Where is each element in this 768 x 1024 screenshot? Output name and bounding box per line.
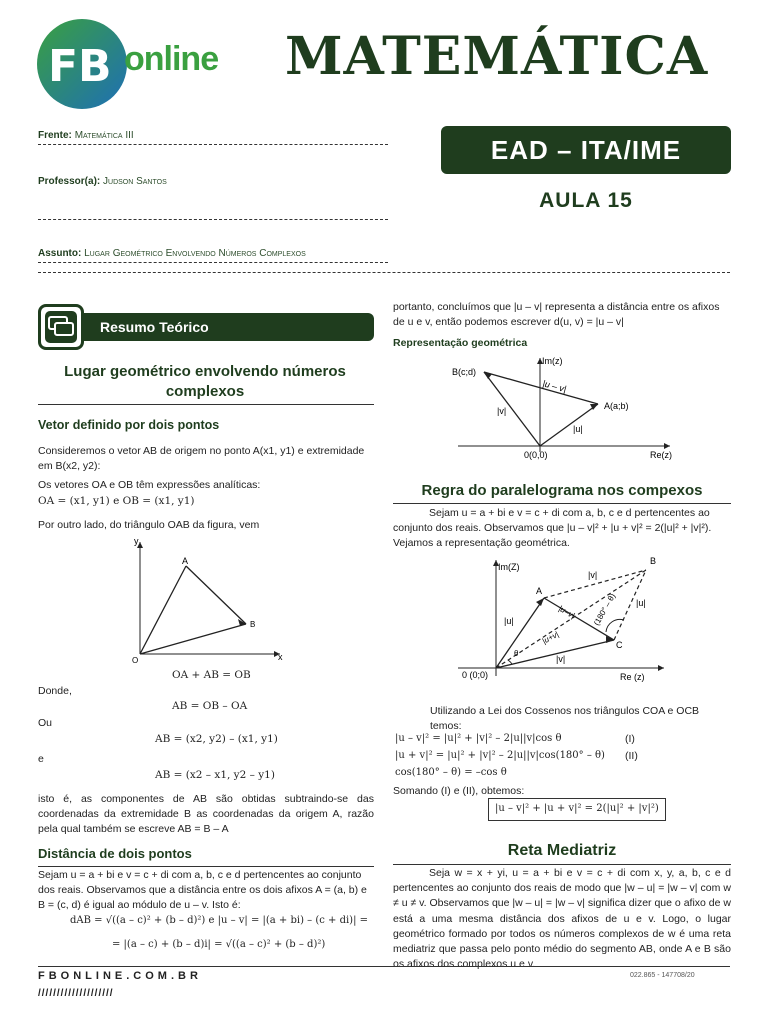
paragraph: Utilizando a Lei dos Cossenos nos triângulos COA e OCB temos:	[430, 705, 700, 733]
fig3-v-top: |v|	[588, 570, 598, 580]
fb-online-logo	[36, 18, 226, 110]
paragraph: Sejam u = a + bi e v = c + di com a, b, c e d pertencentes ao conjunto dos reais. Observamos que |u – v|² + |u + v|² = 2(|u|² + |v|²). Vejamos a representação geométrica.	[393, 507, 712, 550]
heading-distancia: Distância de dois pontos	[38, 846, 192, 861]
paragraph: Somando (I) e (II), obtemos:	[393, 785, 525, 797]
professor-line: Professor(a): Judson Santos	[38, 176, 388, 220]
paragraph: Seja w = x + yi, u = a + bi e v = c + di com x, y, a, b, c e d pertencentes ao conjunto dos reais de modo que |w – u| = |w – v| com w ≠ u ≠ v. Observamos que |w – u| = |w – v| significa dizer que o afixo de w está a uma mesma distância dos afixos de u e v. Logo, o lugar geométrico formado por todos os números complexos de w é uma reta mediatriz que passa pelo ponto médio do segmento AB, onde A e B são os afixos dos complexos u e v.	[393, 867, 731, 971]
svg-text:FB: FB	[48, 41, 112, 92]
text-e: e	[38, 753, 44, 765]
fig3-upv-label: |u+v|	[540, 629, 561, 646]
fig3-im-label: Im(Z)	[498, 562, 520, 572]
figure-geometric-representation	[448, 352, 688, 464]
fig2-u-label: |u|	[573, 424, 583, 434]
fig1-b-label: B	[250, 620, 256, 629]
section-bar: Resumo Teórico	[38, 313, 374, 341]
footer-url: FBONLINE.COM.BR	[38, 970, 202, 982]
lesson-number: AULA 15	[539, 189, 633, 212]
equation: = |(a – c) + (b – d)i| = √((a – c)² + (b – d)²)	[112, 939, 326, 950]
fig2-b-label: B(c;d)	[452, 367, 477, 377]
chat-bubble-icon	[38, 304, 84, 350]
fig3-b-label: B	[650, 556, 657, 566]
fig3-angle-label: (180° – θ)	[591, 591, 618, 627]
paragraph: Consideremos o vetor AB de origem no ponto A(x1, y1) e extremidade em B(x2, y2):	[38, 445, 365, 473]
assunto-line: Assunto: Lugar Geométrico Envolvendo Números Complexos	[38, 248, 388, 263]
header-divider	[38, 272, 730, 273]
heading-paralelogramo: Regra do paralelograma nos compexos	[421, 482, 703, 499]
fig2-a-label: A(a;b)	[604, 401, 629, 411]
fig1-x-label: x	[278, 652, 283, 662]
frente-line: Frente: Matemática III	[38, 130, 388, 145]
paragraph: portanto, concluímos que |u – v| representa a distância entre os afixos de u e v, então podemos escrever d(u, v) = |u – v|	[393, 301, 720, 329]
fig2-re-label: Re(z)	[650, 450, 672, 460]
equation-i: |u – v|² = |u|² + |v|² – 2|u||v|cos θ	[395, 733, 562, 744]
fig3-c-label: C	[616, 640, 623, 650]
equation: OA + AB = OB	[172, 669, 251, 681]
paragraph: Os vetores OA e OB têm expressões analíticas:	[38, 479, 261, 491]
heading-representacao: Representação geométrica	[393, 337, 528, 349]
fig2-origin-label: 0(0,0)	[524, 450, 548, 460]
paragraph: Por outro lado, do triângulo OAB da figura, vem	[38, 519, 260, 531]
fig2-im-label: Im(z)	[542, 356, 563, 366]
fig3-origin-label: 0 (0;0)	[462, 670, 489, 680]
equation: AB = (x2 – x1, y2 – y1)	[155, 769, 275, 781]
course-badge: EAD – ITA/IME	[441, 126, 731, 174]
footer-code: 022.865 - 147708/20	[630, 972, 695, 979]
equation-cos: cos(180° – θ) = –cos θ	[395, 767, 507, 778]
paragraph: Sejam u = a + bi e v = c + di com a, b, c e d pertencentes ao conjunto dos reais. Observamos que a distância entre os dois afixos A = (a, b) e B = (c, d) é igual ao módulo de u – v. Isto é:	[38, 869, 367, 912]
section-rule	[38, 866, 374, 867]
equation: OA = (x1, y1) e OB = (x1, y1)	[38, 495, 195, 507]
section-rule	[393, 503, 731, 504]
fig3-u-right: |u|	[636, 598, 646, 608]
fig2-uv-label: |u – v|	[541, 378, 568, 395]
fig1-a-label: A	[182, 556, 189, 566]
fig3-re-label: Re (z)	[620, 672, 645, 682]
text-ou: Ou	[38, 717, 53, 729]
fig2-v-label: |v|	[497, 406, 507, 416]
title-rule	[38, 404, 374, 405]
section-rule	[393, 864, 731, 865]
equation: AB = OB – OA	[172, 700, 248, 712]
fig1-o-label: O	[132, 656, 139, 665]
equation: dAB = √((a – c)² + (b – d)²) e |u – v| = |(a + bi) – (c + di)| =	[70, 915, 369, 926]
heading-vetor: Vetor definido por dois pontos	[38, 418, 220, 432]
equation-tag-ii: (II)	[625, 750, 638, 762]
paragraph: isto é, as componentes de AB são obtidas subtraindo-se das coordenadas da extremidade B as coordenadas da origem A, razão pela qual também se escreve AB = B – A	[38, 793, 374, 836]
main-title: Lugar geométrico envolvendo números complexos	[64, 363, 346, 401]
equation-tag-i: (I)	[625, 733, 635, 745]
text-donde: Donde,	[38, 685, 72, 697]
fig3-theta-label: θ	[514, 649, 519, 658]
heading-mediatriz: Reta Mediatriz	[507, 842, 617, 859]
fig1-y-label: y	[134, 536, 139, 546]
fig3-a-label: A	[536, 586, 543, 596]
footer-divider	[38, 966, 730, 967]
equation: AB = (x2, y2) – (x1, y1)	[155, 733, 278, 745]
fig3-uv-label: |u–v|	[557, 603, 577, 621]
footer-slashes: ////////////////////	[38, 988, 114, 999]
fig3-u-left: |u|	[504, 616, 514, 626]
figure-parallelogram	[440, 552, 680, 686]
figure-vector-oab	[120, 536, 290, 666]
page-title: MATEMÁTICA	[285, 26, 709, 87]
fig3-v-bottom: |v|	[556, 654, 566, 664]
equation-ii: |u + v|² = |u|² + |v|² – 2|u||v|cos(180° – θ)	[395, 750, 605, 761]
logo-text: online	[124, 40, 219, 78]
boxed-equation: |u – v|² + |u + v|² = 2(|u|² + |v|²)	[488, 798, 666, 821]
